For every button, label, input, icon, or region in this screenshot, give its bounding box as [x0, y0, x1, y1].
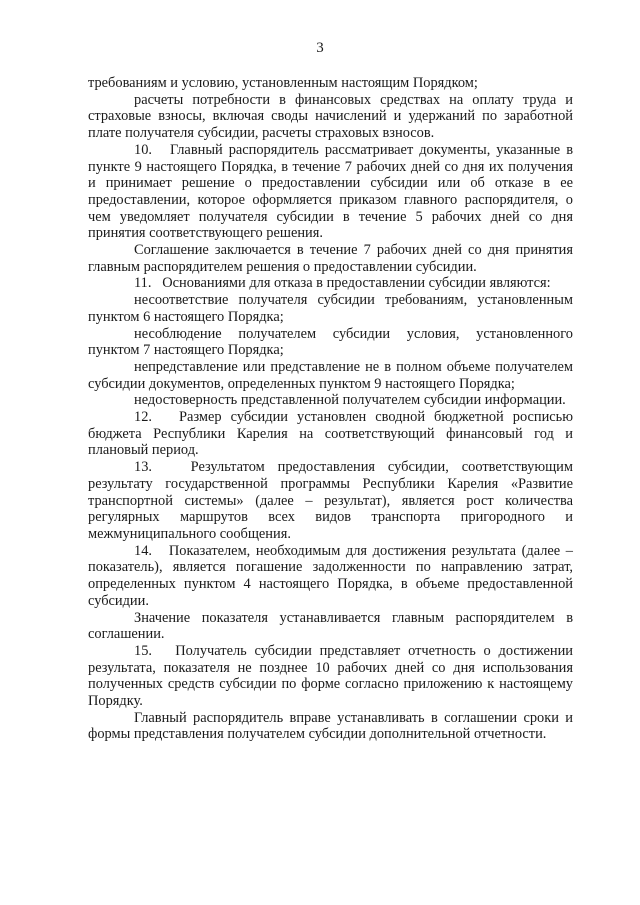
paragraph: несоответствие получателя субсидии требованиям, установленным пунктом 6 настоящего Порядка; — [88, 292, 573, 325]
paragraph: расчеты потребности в финансовых средствах на оплату труда и страховые взносы, включая своды начислений и удержаний по заработной плате получателя субсидии, расчеты страховых взносов. — [88, 91, 573, 142]
paragraph: Значение показателя устанавливается главным распорядителем в соглашении. — [88, 609, 573, 643]
paragraph: Главный распорядитель вправе устанавливать в соглашении сроки и формы представления получателем субсидии дополнительной отчетности. — [88, 709, 573, 743]
paragraph: непредставление или представление не в полном объеме получателем субсидии документов, определенных пунктом 9 настоящего Порядка; — [88, 358, 573, 392]
document-body — [88, 75, 573, 743]
paragraph: требованиям и условию, установленным настоящим Порядком; — [88, 75, 478, 91]
page-number: 3 — [316, 40, 324, 56]
paragraph: несоблюдение получателем субсидии условия, установленного пунктом 7 настоящего Порядка; — [88, 325, 573, 359]
paragraph: недостоверность представленной получателем субсидии информации. — [134, 392, 566, 409]
paragraph: Соглашение заключается в течение 7 рабочих дней со дня принятия главным распорядителем решения о предоставлении субсидии. — [88, 242, 573, 275]
paragraph: 11. Основаниями для отказа в предоставлении субсидии являются: — [134, 275, 551, 292]
paragraph: 13. Результатом предоставления субсидии, соответствующим результату государственной программы Республики Карелия «Развитие транспортной системы» (далее – результат), является рост количества регулярных маршрутов всех видов транспорта пригородного и межмуниципального сообщения. — [88, 459, 573, 542]
paragraph: 15. Получатель субсидии представляет отчетность о достижении результата, показателя не позднее 10 рабочих дней со дня использования полученных средств субсидии по форме согласно приложению к настоящему Порядку. — [88, 642, 573, 710]
paragraph: 12. Размер субсидии установлен сводной бюджетной росписью бюджета Республики Карелия на соответствующий финансовый год и плановый период. — [88, 409, 573, 459]
paragraph: 14. Показателем, необходимым для достижения результата (далее – показатель), является погашение задолженности по направлению затрат, определенных пунктом 4 настоящего Порядка, в объеме предоставленной субсидии. — [88, 542, 573, 609]
paragraph: 10. Главный распорядитель рассматривает документы, указанные в пункте 9 настоящего Порядка, в течение 7 рабочих дней со дня их получения и принимает решение о предоставлении субсидии или об отказе в ее предоставлении, которое оформляется приказом главного распорядителя, о чем уведомляет получателя субсидии в течение 5 рабочих дней со дня принятия соответствующего решения. — [88, 141, 573, 242]
